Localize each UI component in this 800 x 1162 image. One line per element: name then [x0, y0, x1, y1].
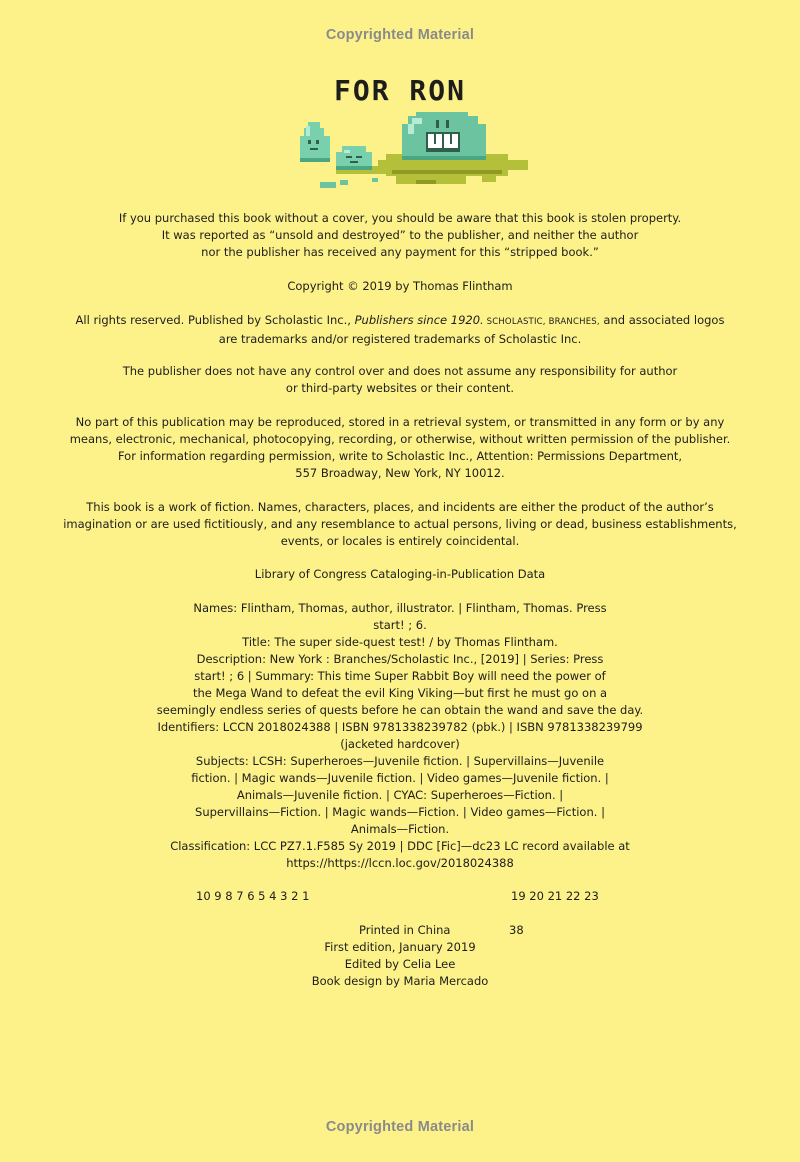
copyright-line	[0, 278, 800, 295]
loc-heading-text: Library of Congress Cataloging-in-Publication Data	[254, 567, 546, 581]
cip-line: start! ; 6 | Summary: This time Super Rabbit Boy will need the power of	[194, 669, 606, 683]
rights-text-end: and associated logos	[599, 313, 725, 327]
notice-line: If you purchased this book without a cover, you should be aware that this book is stolen property.	[118, 211, 682, 225]
cip-line: seemingly endless series of quests before he can obtain the wand and save the day.	[156, 703, 644, 717]
cip-line: Description: New York : Branches/Scholastic Inc., [2019] | Series: Press	[196, 652, 604, 666]
notice-line: For information regarding permission, write to Scholastic Inc., Attention: Permissions Department,	[117, 449, 683, 463]
notice-line: It was reported as “unsold and destroyed” to the publisher, and neither the author	[161, 228, 639, 242]
cip-line: start! ; 6.	[373, 618, 427, 632]
cip-line: Supervillains—Fiction. | Magic wands—Fiction. | Video games—Fiction. |	[195, 805, 605, 819]
copyright-text: Copyright © 2019 by Thomas Flintham	[287, 279, 513, 293]
cip-data	[0, 600, 800, 872]
design-line: Book design by Maria Mercado	[311, 974, 489, 988]
cip-line: Animals—Fiction.	[350, 822, 450, 836]
notice-line: This book is a work of fiction. Names, characters, places, and incidents are either the product of the author’s	[86, 500, 714, 514]
rights-notice	[0, 312, 800, 348]
notice-line: or third-party websites or their content.	[285, 381, 515, 395]
notice-line: 557 Broadway, New York, NY 10012.	[295, 466, 505, 480]
slime-droplets	[320, 178, 378, 188]
cip-line: Subjects: LCSH: Superheroes—Juvenile fiction. | Supervillains—Juvenile	[195, 754, 605, 768]
edition-credits	[0, 939, 800, 990]
notice-line: imagination or are used fictitiously, and any resemblance to actual persons, living or dead, business establishments,	[63, 517, 737, 531]
watermark-bottom: Copyrighted Material	[325, 1119, 475, 1135]
trademark-scholastic: SCHOLASTIC,	[483, 317, 546, 327]
rights-line-2: are trademarks and/or registered trademarks of Scholastic Inc.	[218, 332, 582, 346]
rights-line-1	[0, 312, 800, 331]
printing-number: 38	[509, 923, 524, 937]
loc-heading	[0, 566, 800, 583]
dedication-title: FOR RON	[333, 74, 466, 107]
print-line-years: 19 20 21 22 23	[511, 889, 599, 903]
big-blob-right	[402, 112, 486, 160]
publisher-tagline: Publishers since 1920.	[354, 313, 484, 327]
notice-line: No part of this publication may be reproduced, stored in a retrieval system, or transmitted in any form or by any	[75, 415, 725, 429]
cip-line: the Mega Wand to defeat the evil King Viking—but first he must go on a	[192, 686, 608, 700]
cip-line: Names: Flintham, Thomas, author, illustrator. | Flintham, Thomas. Press	[193, 601, 607, 615]
edition-line: First edition, January 2019	[324, 940, 476, 954]
notice-line: means, electronic, mechanical, photocopying, recording, or otherwise, without written permission of the publisher.	[69, 432, 731, 446]
cip-line: Title: The super side-quest test! / by Thomas Flintham.	[242, 635, 558, 649]
reproduction-notice	[0, 414, 800, 482]
editor-line: Edited by Celia Lee	[344, 957, 456, 971]
slime-blobs-icon	[296, 110, 532, 194]
trademark-branches: BRANCHES,	[545, 317, 600, 327]
cip-line: Animals—Juvenile fiction. | CYAC: Superheroes—Fiction. |	[236, 788, 564, 802]
fiction-disclaimer	[0, 499, 800, 550]
printed-in: Printed in China	[359, 923, 451, 937]
cip-line: fiction. | Magic wands—Juvenile fiction. | Video games—Juvenile fiction. |	[191, 771, 609, 785]
cip-line: Identifiers: LCCN 2018024388 | ISBN 9781338239782 (pbk.) | ISBN 9781338239799	[157, 720, 643, 734]
small-blob-middle	[336, 146, 372, 170]
notice-line: events, or locales is entirely coincidental.	[280, 534, 520, 548]
publisher-responsibility-notice	[0, 363, 800, 397]
notice-line: nor the publisher has received any payment for this “stripped book.”	[201, 245, 599, 259]
stolen-property-notice	[0, 210, 800, 261]
rights-text: All rights reserved. Published by Scholastic Inc.,	[75, 313, 355, 327]
notice-line: The publisher does not have any control over and does not assume any responsibility for author	[122, 364, 678, 378]
cip-line: (jacketed hardcover)	[340, 737, 460, 751]
cip-line: Classification: LCC PZ7.1.F585 Sy 2019 | DDC [Fic]—dc23 LC record available at	[170, 839, 630, 853]
small-blob-left	[300, 122, 330, 162]
watermark-top: Copyrighted Material	[325, 27, 475, 43]
print-line-numbers: 10 9 8 7 6 5 4 3 2 1	[196, 889, 310, 903]
cip-line: https://https://lccn.loc.gov/2018024388	[286, 856, 514, 870]
